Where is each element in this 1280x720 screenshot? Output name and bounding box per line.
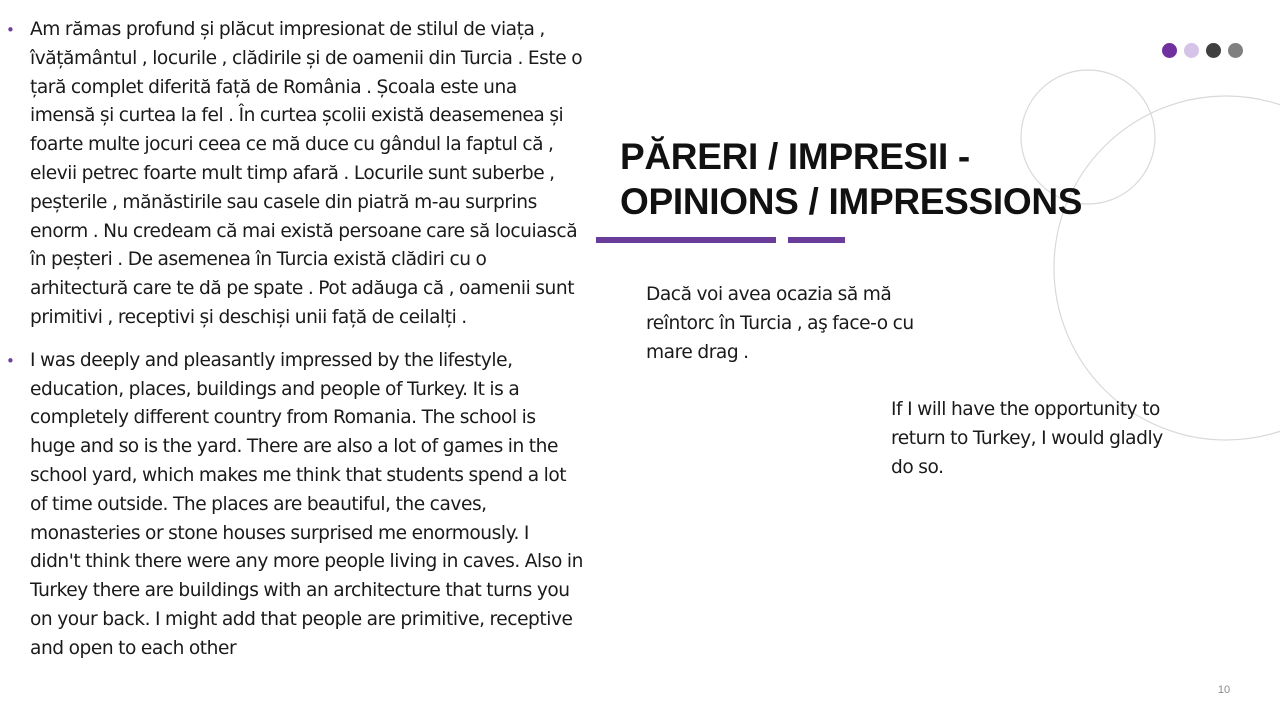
pagination-dot-3 — [1206, 43, 1221, 58]
pagination-dots — [1162, 43, 1246, 59]
title-underline-long — [596, 237, 776, 243]
bullet-text: Am rămas profund și plăcut impresionat de stilul de viața , îvățământul , locurile , clădirile și de oamenii din Turcia . Este o țară complet diferită față de România . Școala este una imensă și curtea la fel . În curtea școlii există deasemenea și foarte multe jocuri ceea ce mă duce cu gândul la faptul că , elevii petrec foarte mult timp afară . Locurile sunt suberbe , peșterile , mănăstirile sau casele din piatră m-au surprins enorm . Nu credeam că mai există persoane care să locuiască în peșteri . De asemenea în Turcia există clădiri cu o arhitectură care te dă pe spate . Pot adăuga că , oamenii sunt primitivi , receptivi și deschiși unii față de ceilalți . — [30, 19, 583, 328]
bullet-marker: • — [6, 21, 15, 39]
bullet-list — [6, 16, 584, 678]
slide-title — [620, 134, 1140, 224]
slide-title-line-2: OPINIONS / IMPRESSIONS — [620, 181, 1083, 222]
pagination-dot-4 — [1228, 43, 1243, 58]
bullet-romanian-impressions — [6, 16, 584, 333]
romanian-note: Dacă voi avea ocazia să mă reîntorc în Turcia , aş face-o cu mare drag . — [646, 284, 914, 363]
bullet-text: I was deeply and pleasantly impressed by the lifestyle, education, places, buildings and people of Turkey. It is a completely different country from Romania. The school is huge and so is the yard. There are also a lot of games in the school yard, which makes me think that students spend a lot of time outside. The places are beautiful, the caves, monasteries or stone houses surprised me enormously. I didn't think there were any more people living in caves. Also in Turkey there are buildings with an architecture that turns you on your back. I might add that people are primitive, receptive and open to each other — [30, 349, 583, 659]
slide-title-line-1: PĂRERI / IMPRESII - — [620, 136, 970, 177]
pagination-dot-1 — [1162, 43, 1177, 58]
title-underline-short — [788, 237, 845, 243]
english-note: If I will have the opportunity to return to Turkey, I would gladly do so. — [891, 399, 1163, 478]
bullet-english-impressions — [6, 347, 584, 664]
bullet-marker: • — [6, 351, 15, 370]
page-number: 10 — [1217, 684, 1231, 696]
pagination-dot-2 — [1184, 43, 1199, 58]
